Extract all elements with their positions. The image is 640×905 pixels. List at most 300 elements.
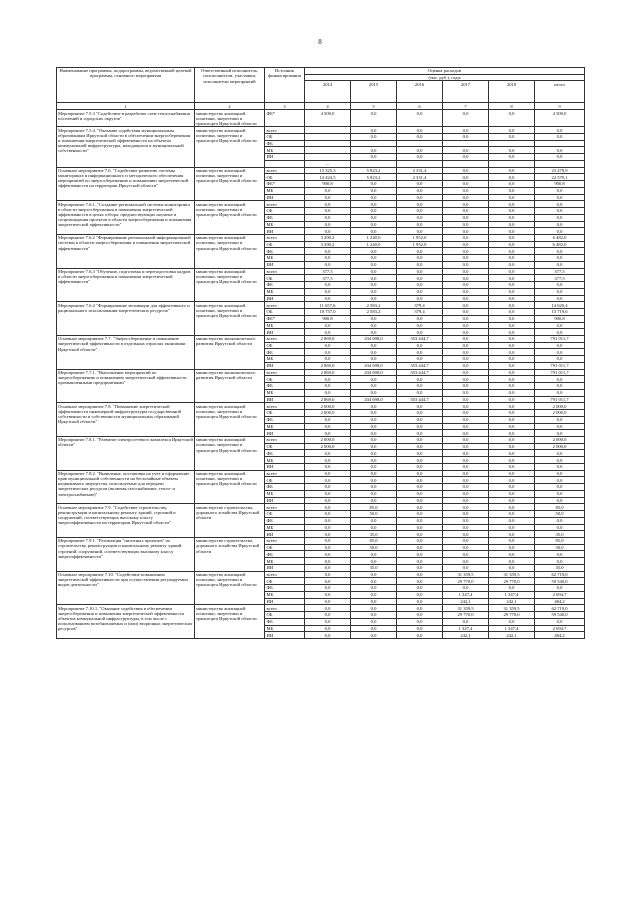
cost-value: 0,0 (443, 403, 489, 410)
cost-value: 0,0 (443, 349, 489, 356)
cost-value: 0,0 (351, 127, 397, 134)
cost-value: 0,0 (489, 187, 535, 194)
cost-value: 2 000,0 (535, 443, 585, 450)
cost-value: 0,0 (305, 342, 351, 349)
cost-value: 0,0 (351, 221, 397, 228)
cost-value: 0,0 (397, 194, 443, 201)
cost-value: 0,0 (489, 490, 535, 497)
cost-value: 0,0 (305, 255, 351, 262)
cost-value: 0,0 (351, 255, 397, 262)
funding-source: всего (265, 127, 305, 134)
cost-value: 434 698,0 (351, 335, 397, 342)
cost-value: 0,0 (305, 187, 351, 194)
cost-value: 6 482,0 (535, 241, 585, 248)
funding-source: МБ (265, 147, 305, 154)
cost-value: 0,0 (443, 457, 489, 464)
cost-value: 0,0 (443, 268, 489, 275)
cost-value: 0,0 (489, 194, 535, 201)
cost-value: 0,0 (351, 490, 397, 497)
header-costs-unit: (тыс. руб.), годы (305, 74, 585, 81)
cost-value: 0,0 (397, 295, 443, 302)
cost-value: 353 444,7 (397, 369, 443, 376)
funding-source: ИИ (265, 329, 305, 336)
activity-name: Мероприятие 7.6.3 "Обучение, подготовка и переподготовка кадров в области энергосбережения и повышения энергетической эффективности" (57, 268, 195, 302)
cost-value: 2 331,4 (397, 174, 443, 181)
cost-value: 0,0 (397, 228, 443, 235)
activity-executor: министерство жилищной политики, энергетики и транспорта Иркутской области (195, 470, 265, 504)
funding-source: МБ (265, 255, 305, 262)
cost-value: 0,0 (305, 349, 351, 356)
cost-value: 0,0 (397, 578, 443, 585)
cost-value (305, 127, 351, 134)
cost-value: 0,0 (397, 632, 443, 639)
cost-value: 0,0 (397, 605, 443, 612)
cost-value: 0,0 (305, 194, 351, 201)
column-index-8: 9 (535, 103, 585, 110)
cost-value: 5 823,2 (351, 167, 397, 174)
cost-value: 0,0 (397, 288, 443, 295)
cost-value: 0,0 (489, 329, 535, 336)
cost-value: 0,0 (489, 322, 535, 329)
cost-value: 0,0 (535, 221, 585, 228)
cost-value: 0,0 (443, 342, 489, 349)
cost-value: 0,0 (443, 450, 489, 457)
cost-value: 0,0 (351, 477, 397, 484)
cost-value: 0,0 (305, 376, 351, 383)
cost-value: 0,0 (397, 564, 443, 571)
cost-value: 0,0 (397, 187, 443, 194)
funding-source: ФБ* (265, 181, 305, 188)
cost-value: 0,0 (489, 181, 535, 188)
cost-value: 0,0 (443, 241, 489, 248)
cost-value: 0,0 (305, 201, 351, 208)
funding-source: ОБ (265, 174, 305, 181)
cost-value (443, 140, 489, 147)
funding-source: ИИ (265, 194, 305, 201)
cost-value: 0,0 (489, 618, 535, 625)
cost-value: 0,0 (305, 538, 351, 545)
cost-value: 0,0 (535, 147, 585, 154)
funding-source: МБ (265, 457, 305, 464)
cost-value: 0,0 (489, 261, 535, 268)
funding-source: ФБ* (265, 110, 305, 127)
cost-value: 0,0 (305, 383, 351, 390)
funding-source: ОБ (265, 309, 305, 316)
cost-value: 0,0 (305, 504, 351, 511)
cost-value: 0,0 (443, 110, 489, 127)
cost-value: 0,0 (443, 389, 489, 396)
activity-executor: министерство экономического развития Иркутской области (195, 335, 265, 369)
funding-source: всего (265, 605, 305, 612)
cost-value: 0,0 (535, 214, 585, 221)
cost-value: 0,0 (443, 133, 489, 140)
cost-value: 0,0 (351, 288, 397, 295)
cost-value: 0,0 (397, 268, 443, 275)
cost-value: 0,0 (351, 457, 397, 464)
cost-value: 0,0 (489, 127, 535, 134)
cost-value: 0,0 (351, 275, 397, 282)
funding-source: всего (265, 201, 305, 208)
funding-source: ОБ (265, 511, 305, 518)
cost-value: 0,0 (397, 329, 443, 336)
cost-value: 0,0 (535, 208, 585, 215)
cost-value: 0,0 (443, 437, 489, 444)
cost-value: 0,0 (351, 484, 397, 491)
cost-value: 0,0 (397, 322, 443, 329)
cost-value: 0,0 (351, 585, 397, 592)
cost-value (397, 140, 443, 147)
cost-value: 0,0 (351, 497, 397, 504)
cost-value: 0,0 (489, 342, 535, 349)
funding-source: всего (265, 470, 305, 477)
cost-value: 3 290,2 (305, 241, 351, 248)
cost-value: 0,0 (305, 450, 351, 457)
cost-value: 0,0 (351, 315, 397, 322)
cost-value: 0,0 (397, 612, 443, 619)
cost-value: 0,0 (351, 410, 397, 417)
cost-value: 2 000,0 (535, 403, 585, 410)
cost-value: 0,0 (489, 389, 535, 396)
cost-value (535, 140, 585, 147)
cost-value: 0,0 (397, 221, 443, 228)
cost-value: 484,2 (535, 632, 585, 639)
cost-value: 35,0 (535, 564, 585, 571)
cost-value: 2 331,4 (397, 167, 443, 174)
cost-value: 0,0 (489, 423, 535, 430)
cost-value: 0,0 (443, 538, 489, 545)
cost-value: 2 000,0 (535, 410, 585, 417)
cost-value: 0,0 (535, 127, 585, 134)
cost-value: 0,0 (397, 504, 443, 511)
cost-value: 14 620,4 (535, 302, 585, 309)
cost-value: 50,0 (351, 511, 397, 518)
cost-value: 0,0 (305, 423, 351, 430)
activity-executor: министерство жилищной политики, энергетики и транспорта Иркутской области (195, 437, 265, 471)
column-index-4: 5 (351, 103, 397, 110)
cost-value: 0,0 (489, 585, 535, 592)
cost-value: 377,5 (535, 275, 585, 282)
cost-value: 0,0 (489, 477, 535, 484)
cost-value: 0,0 (489, 524, 535, 531)
cost-value: 0,0 (351, 598, 397, 605)
cost-value: 0,0 (351, 154, 397, 161)
funding-source: МБ (265, 221, 305, 228)
funding-source: ФБ (265, 517, 305, 524)
cost-value: 0,0 (443, 497, 489, 504)
cost-value: 2 000,0 (305, 403, 351, 410)
funding-source: ОБ (265, 241, 305, 248)
cost-value: 0,0 (397, 349, 443, 356)
cost-value (351, 160, 397, 167)
funding-source: МБ (265, 322, 305, 329)
activity-name: Мероприятие 7.8.2. "Выявление, постановка на учет и оформление прав муниципальной собственности на бесхозяйные объекты недвижимого имущества, используемые для передачи энергетических ресурсов (включая газоснабжение, тепло- и электроснабжение)" (57, 470, 195, 504)
table-row (57, 201, 585, 208)
cost-value: 0,0 (397, 423, 443, 430)
cost-value: 0,0 (351, 201, 397, 208)
cost-value: 0,0 (351, 133, 397, 140)
cost-value: 353 444,7 (397, 396, 443, 403)
cost-value: 85,0 (535, 538, 585, 545)
cost-value: 0,0 (535, 261, 585, 268)
cost-value: 0,0 (351, 416, 397, 423)
cost-value: 0,0 (397, 625, 443, 632)
cost-value: 0,0 (351, 282, 397, 289)
cost-value: 0,0 (351, 450, 397, 457)
cost-value: 0,0 (443, 127, 489, 134)
cost-value: 0,0 (443, 295, 489, 302)
cost-value: 0,0 (305, 261, 351, 268)
cost-value: 0,0 (305, 605, 351, 612)
table-row (57, 571, 585, 578)
cost-value: 0,0 (443, 524, 489, 531)
activity-executor: министерство жилищной политики, энергетики и транспорта Иркутской области (195, 403, 265, 437)
cost-value: 0,0 (351, 591, 397, 598)
funding-source: ОБ (265, 376, 305, 383)
page-number: 8 (318, 38, 322, 46)
funding-source: ИИ (265, 396, 305, 403)
cost-value: 0,0 (305, 497, 351, 504)
table-row (57, 369, 585, 376)
cost-value: 0,0 (351, 228, 397, 235)
cost-value: 0,0 (397, 416, 443, 423)
cost-value: 0,0 (535, 457, 585, 464)
cost-value: 484,2 (535, 598, 585, 605)
cost-value (397, 160, 443, 167)
cost-value: 0,0 (397, 110, 443, 127)
cost-value: 0,0 (489, 538, 535, 545)
activity-name: Мероприятие 7.6.4 "Формирование мотивации для эффективного и рационального использования энергетических ресурсов" (57, 302, 195, 336)
column-index-5: 6 (397, 103, 443, 110)
cost-value: 0,0 (535, 342, 585, 349)
cost-value: 0,0 (535, 349, 585, 356)
cost-value: 0,0 (397, 484, 443, 491)
cost-value: 0,0 (351, 181, 397, 188)
cost-value: 0,0 (489, 517, 535, 524)
cost-value: 1 952,0 (397, 241, 443, 248)
cost-value: 0,0 (443, 234, 489, 241)
cost-value: 62 719,0 (535, 605, 585, 612)
cost-value: 0,0 (443, 511, 489, 518)
cost-value: 0,0 (443, 167, 489, 174)
cost-value: 0,0 (443, 369, 489, 376)
funding-source: ОБ (265, 342, 305, 349)
cost-value: 900,8 (535, 181, 585, 188)
funding-source: ФБ (265, 585, 305, 592)
table-body (57, 68, 585, 639)
cost-value: 0,0 (489, 335, 535, 342)
funding-source: ФБ (265, 551, 305, 558)
funding-source: ИИ (265, 228, 305, 235)
table-row (57, 605, 585, 612)
cost-value: 0,0 (443, 463, 489, 470)
funding-source: МБ (265, 288, 305, 295)
cost-value: 0,0 (535, 551, 585, 558)
cost-value: 0,0 (535, 248, 585, 255)
cost-value: 0,0 (443, 187, 489, 194)
budget-table (56, 67, 585, 639)
funding-source: ФБ (265, 140, 305, 147)
cost-value: 0,0 (351, 208, 397, 215)
table-row (57, 127, 585, 134)
funding-source: ОБ (265, 443, 305, 450)
cost-value: 0,0 (351, 295, 397, 302)
cost-value: 0,0 (489, 174, 535, 181)
funding-source: всего (265, 403, 305, 410)
cost-value: 1 240,0 (351, 241, 397, 248)
cost-value: 0,0 (535, 194, 585, 201)
cost-value: 0,0 (305, 585, 351, 592)
cost-value: 0,0 (489, 410, 535, 417)
cost-value: 2 583,2 (351, 302, 397, 309)
cost-value (305, 140, 351, 147)
cost-value: 35,0 (351, 564, 397, 571)
cost-value: 0,0 (397, 342, 443, 349)
cost-value: 0,0 (397, 511, 443, 518)
cost-value (443, 160, 489, 167)
funding-source: ФБ (265, 349, 305, 356)
activity-name: Мероприятие 7.9.1. "Реализация "пилотных проектов" по строительству, реконструкции и капитальному ремонту зданий, строений, сооружений, соответствующих высокому классу энергоэффективности" (57, 538, 195, 572)
cost-value: 0,0 (489, 133, 535, 140)
cost-value: 0,0 (489, 147, 535, 154)
cost-value: 0,0 (535, 490, 585, 497)
cost-value: 0,0 (489, 443, 535, 450)
cost-value: 791 011,7 (535, 335, 585, 342)
cost-value: 0,0 (443, 221, 489, 228)
funding-source: ИИ (265, 261, 305, 268)
cost-value: 0,0 (535, 558, 585, 565)
cost-value: 0,0 (443, 248, 489, 255)
funding-source: ФБ (265, 484, 305, 491)
funding-source: всего (265, 369, 305, 376)
column-index-6: 7 (443, 103, 489, 110)
funding-source: ИИ (265, 564, 305, 571)
cost-value: 0,0 (305, 463, 351, 470)
cost-value: 0,0 (535, 228, 585, 235)
cost-value: 0,0 (535, 133, 585, 140)
funding-source: ОБ (265, 208, 305, 215)
cost-value: 0,0 (489, 110, 535, 127)
cost-value: 0,0 (535, 517, 585, 524)
cost-value: 0,0 (351, 423, 397, 430)
table-row (57, 470, 585, 477)
cost-value: 2 583,2 (351, 309, 397, 316)
cost-value: 0,0 (443, 423, 489, 430)
cost-value: 0,0 (535, 484, 585, 491)
cost-value: 0,0 (443, 362, 489, 369)
cost-value: 0,0 (397, 282, 443, 289)
cost-value: 0,0 (535, 416, 585, 423)
cost-value: 0,0 (489, 403, 535, 410)
cost-value: 0,0 (397, 618, 443, 625)
cost-value: 0,0 (489, 484, 535, 491)
activity-executor: министерство жилищной политики, энергетики и транспорта Иркутской области (195, 605, 265, 639)
cost-value: 0,0 (305, 625, 351, 632)
cost-value: 0,0 (305, 618, 351, 625)
activity-name: Мероприятие 7.7.1. "Выполнение мероприятий по энергосбережению и повышению энергетической эффективности промышленными предприятиями" (57, 369, 195, 403)
cost-value: 0,0 (351, 342, 397, 349)
cost-value: 0,0 (443, 484, 489, 491)
funding-source: МБ (265, 625, 305, 632)
cost-value: 0,0 (351, 383, 397, 390)
cost-value: 0,0 (443, 443, 489, 450)
cost-value: 0,0 (443, 154, 489, 161)
cost-value: 0,0 (489, 288, 535, 295)
cost-value: 242,1 (443, 598, 489, 605)
cost-value: 0,0 (489, 376, 535, 383)
cost-value: 85,0 (535, 504, 585, 511)
cost-value: 0,0 (535, 383, 585, 390)
cost-value: 0,0 (397, 127, 443, 134)
cost-value: 0,0 (489, 315, 535, 322)
cost-value: 0,0 (489, 558, 535, 565)
cost-value: 0,0 (443, 470, 489, 477)
funding-source: ОБ (265, 275, 305, 282)
cost-value: 0,0 (489, 430, 535, 437)
cost-value: 0,0 (535, 376, 585, 383)
cost-value: 0,0 (489, 255, 535, 262)
funding-source: МБ (265, 558, 305, 565)
cost-value: 379,4 (397, 302, 443, 309)
table-row (57, 335, 585, 342)
cost-value: 0,0 (489, 295, 535, 302)
cost-value: 0,0 (397, 201, 443, 208)
cost-value: 0,0 (443, 410, 489, 417)
cost-value: 0,0 (443, 430, 489, 437)
cost-value: 0,0 (351, 349, 397, 356)
cost-value: 2 694,7 (535, 591, 585, 598)
activity-name: Мероприятие 7.8.1. "Развитие электросетевого комплекса Иркутской области" (57, 437, 195, 471)
funding-source: ОБ (265, 477, 305, 484)
cost-value: 0,0 (305, 558, 351, 565)
cost-value: 0,0 (443, 261, 489, 268)
cost-value: 2 000,0 (305, 410, 351, 417)
cost-value: 0,0 (397, 490, 443, 497)
cost-value: 0,0 (397, 147, 443, 154)
cost-value: 2 000,0 (305, 443, 351, 450)
cost-value: 0,0 (443, 329, 489, 336)
cost-value: 2 869,0 (305, 362, 351, 369)
funding-source: МБ (265, 187, 305, 194)
funding-source: МБ (265, 389, 305, 396)
funding-source: всего (265, 268, 305, 275)
cost-value: 29 770,0 (443, 612, 489, 619)
cost-value: 2 869,0 (305, 335, 351, 342)
cost-value: 242,1 (443, 632, 489, 639)
cost-value: 0,0 (351, 248, 397, 255)
cost-value: 10 757,0 (305, 309, 351, 316)
cost-value: 0,0 (397, 551, 443, 558)
cost-value: 0,0 (305, 524, 351, 531)
table-row (57, 504, 585, 511)
cost-value: 0,0 (443, 517, 489, 524)
cost-value: 0,0 (305, 288, 351, 295)
cost-value: 2 000,0 (535, 437, 585, 444)
cost-value: 0,0 (397, 463, 443, 470)
cost-value: 0,0 (397, 248, 443, 255)
cost-value: 0,0 (397, 477, 443, 484)
cost-value: 0,0 (443, 376, 489, 383)
index-row (57, 103, 585, 110)
cost-value: 0,0 (443, 356, 489, 363)
cost-value: 0,0 (443, 201, 489, 208)
cost-value: 0,0 (397, 538, 443, 545)
cost-value: 62 719,0 (535, 571, 585, 578)
cost-value (489, 160, 535, 167)
cost-value: 0,0 (443, 147, 489, 154)
cost-value: 31 359,5 (489, 571, 535, 578)
cost-value: 0,0 (305, 322, 351, 329)
cost-value: 0,0 (489, 511, 535, 518)
